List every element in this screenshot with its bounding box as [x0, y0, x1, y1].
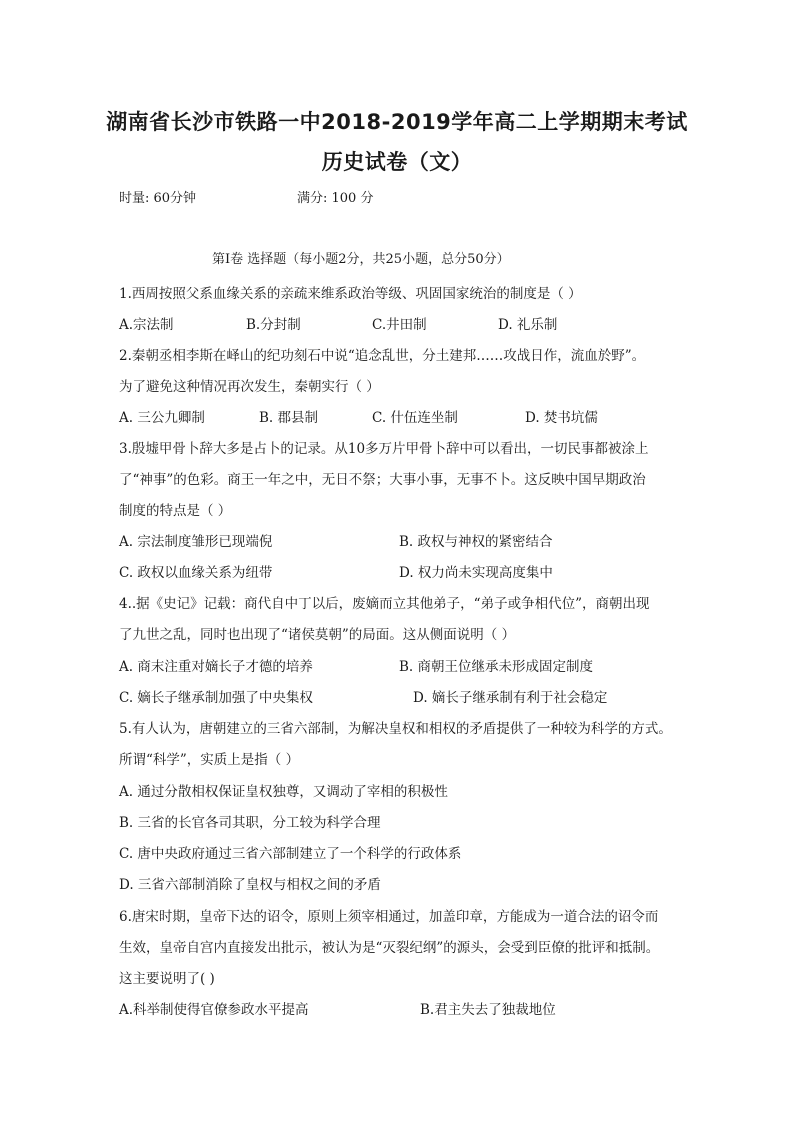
question-2-text-line-2: 为了避免这种情况再次发生，秦朝实行（ ） — [119, 379, 380, 395]
question-5-option-c: C. 唐中央政府通过三省六部制建立了一个科学的行政体系 — [119, 846, 462, 862]
question-2-option-a: A. 三公九卿制 — [119, 410, 205, 426]
question-1-option-d: D. 礼乐制 — [498, 317, 558, 333]
question-6-text-line-1: 6.唐宋时期，皇帝下达的诏令，原则上须宰相通过，加盖印章，方能成为一道合法的诏令而 — [119, 909, 659, 925]
section-heading: 第Ⅰ卷 选择题（每小题2分，共25小题，总分50分） — [212, 252, 510, 267]
question-4-option-c: C. 嫡长子继承制加强了中央集权 — [119, 690, 313, 706]
question-6-text-line-2: 生效，皇帝自宫内直接发出批示，被认为是“灭裂纪纲”的源头，会受到臣僚的批评和抵制。 — [119, 940, 660, 956]
question-5-option-d: D. 三省六部制消除了皇权与相权之间的矛盾 — [119, 877, 381, 893]
exam-title: 湖南省长沙市铁路一中2018-2019学年高二上学期期末考试 — [106, 110, 688, 134]
question-1-option-c: C.井田制 — [372, 317, 427, 333]
question-5-option-b: B. 三省的长官各司其职，分工较为科学合理 — [119, 815, 381, 831]
question-1-text: 1.西周按照父系血缘关系的亲疏来维系政治等级、巩固国家统治的制度是（ ） — [119, 286, 582, 302]
question-6-option-b: B.君主失去了独裁地位 — [420, 1002, 556, 1018]
question-2-option-b: B. 郡县制 — [259, 410, 319, 426]
question-4-option-a: A. 商末注重对嫡长子才德的培养 — [119, 659, 313, 675]
question-5-option-a: A. 通过分散相权保证皇权独尊，又调动了宰相的积极性 — [119, 784, 448, 800]
question-1-option-a: A.宗法制 — [119, 317, 174, 333]
question-2-text-line-1: 2.秦朝丞相李斯在峄山的纪功刻石中说“追念乱世，分土建邦……攻战日作，流血於野”。 — [119, 348, 646, 364]
question-5-text-line-1: 5.有人认为，唐朝建立的三省六部制，为解决皇权和相权的矛盾提供了一种较为科学的方式。 — [119, 721, 672, 737]
full-score: 满分: 100 分 — [297, 191, 374, 206]
time-limit: 时量: 60分钟 — [119, 191, 197, 206]
question-4-option-b: B. 商朝王位继承未形成固定制度 — [399, 659, 594, 675]
question-3-text-line-3: 制度的特点是（ ） — [119, 503, 232, 519]
exam-meta — [119, 187, 373, 206]
question-6-text-line-3: 这主要说明了( ) — [119, 971, 215, 987]
question-3-option-b: B. 政权与神权的紧密结合 — [399, 534, 553, 550]
question-4-option-d: D. 嫡长子继承制有利于社会稳定 — [413, 690, 608, 706]
question-3-option-c: C. 政权以血缘关系为纽带 — [119, 565, 273, 581]
question-6-option-a: A.科举制使得官僚参政水平提高 — [119, 1002, 309, 1018]
question-3-option-d: D. 权力尚未实现高度集中 — [399, 565, 553, 581]
question-1-option-b: B.分封制 — [246, 317, 301, 333]
question-3-text-line-1: 3.殷墟甲骨卜辞大多是占卜的记录。从10多万片甲骨卜辞中可以看出，一切民事都被涂上 — [119, 441, 649, 457]
question-5-text-line-2: 所谓“科学”，实质上是指（ ） — [119, 752, 300, 768]
question-3-text-line-2: 了“神事”的色彩。商王一年之中，无日不祭；大事小事，无事不卜。这反映中国早期政治 — [119, 472, 646, 488]
question-4-text-line-2: 了九世之乱，同时也出现了“诸侯莫朝”的局面。这从侧面说明（ ） — [119, 627, 516, 643]
question-2-option-d: D. 焚书坑儒 — [525, 410, 598, 426]
question-4-text-line-1: 4..据《史记》记载：商代自中丁以后，废嫡而立其他弟子，“弟子或争相代位”，商朝出现 — [119, 596, 650, 612]
exam-subtitle: 历史试卷（文） — [321, 150, 473, 174]
question-2-option-c: C. 什伍连坐制 — [372, 410, 458, 426]
question-3-option-a: A. 宗法制度雏形已现端倪 — [119, 534, 273, 550]
